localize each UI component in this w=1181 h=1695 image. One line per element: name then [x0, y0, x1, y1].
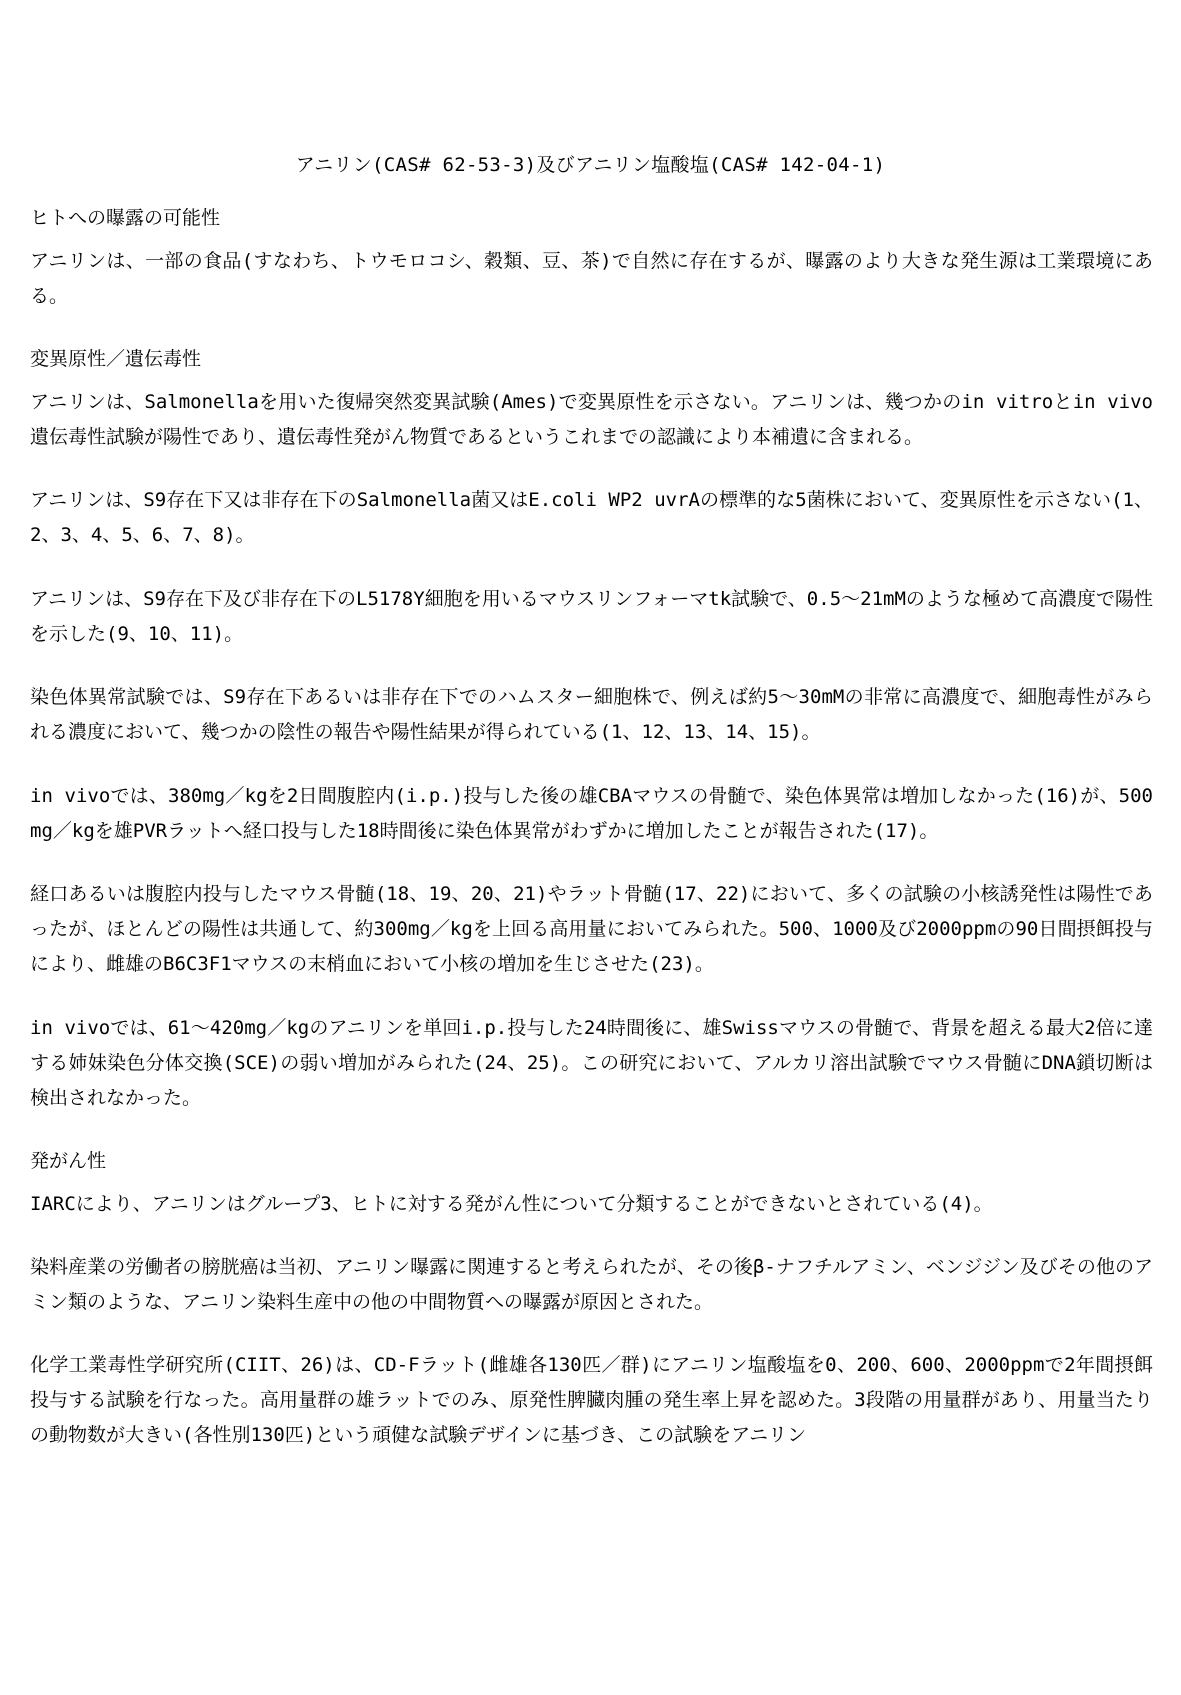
paragraph-exposure: アニリンは、一部の食品(すなわち、トウモロコシ、穀類、豆、茶)で自然に存在するが、曝露のより大きな発生源は工業環境にある。	[30, 250, 1153, 307]
section-heading-exposure: ヒトへの曝露の可能性	[30, 207, 221, 229]
paragraph-genotoxicity-7: in vivoでは、61～420mg／kgのアニリンを単回i.p.投与した24時間後に、雄Swissマウスの骨髄で、背景を超える最大2倍に達する姉妹染色分体交換(SCE)の弱い増加がみられた(24、25)。この研究において、アルカリ溶出試験でマウス骨髄にDNA鎖切断は検出されなかった。	[30, 1017, 1153, 1109]
paragraph-genotoxicity-3: アニリンは、S9存在下及び非存在下のL5178Y細胞を用いるマウスリンフォーマtk試験で、0.5～21mMのような極めて高濃度で陽性を示した(9、10、11)。	[30, 588, 1153, 645]
paragraph-genotoxicity-1: アニリンは、Salmonellaを用いた復帰突然変異試験(Ames)で変異原性を示さない。アニリンは、幾つかのin vitroとin vivo遺伝毒性試験が陽性であり、遺伝毒性発がん物質であるというこれまでの認識により本補遺に含まれる。	[30, 391, 1153, 448]
paragraph-carcinogenicity-3: 化学工業毒性学研究所(CIIT、26)は、CD-Fラット(雌雄各130匹／群)にアニリン塩酸塩を0、200、600、2000ppmで2年間摂餌投与する試験を行なった。高用量群の雄ラットでのみ、原発性脾臓肉腫の発生率上昇を認めた。3段階の用量群があり、用量当たりの動物数が大きい(各性別130匹)という頑健な試験デザインに基づき、この試験をアニリン	[30, 1354, 1153, 1446]
paragraph-carcinogenicity-2: 染料産業の労働者の膀胱癌は当初、アニリン曝露に関連すると考えられたが、その後β-ナフチルアミン、ベンジジン及びその他のアミン類のような、アニリン染料生産中の他の中間物質への曝露が原因とされた。	[30, 1256, 1153, 1313]
paragraph-carcinogenicity-1: IARCにより、アニリンはグループ3、ヒトに対する発がん性について分類することができないとされている(4)。	[30, 1193, 993, 1215]
section-heading-genotoxicity: 変異原性／遺伝毒性	[30, 348, 202, 370]
paragraph-genotoxicity-4: 染色体異常試験では、S9存在下あるいは非存在下でのハムスター細胞株で、例えば約5～30mMの非常に高濃度で、細胞毒性がみられる濃度において、幾つかの陰性の報告や陽性結果が得られている(1、12、13、14、15)。	[30, 686, 1153, 743]
section-heading-carcinogenicity: 発がん性	[30, 1150, 107, 1172]
paragraph-genotoxicity-6: 経口あるいは腹腔内投与したマウス骨髄(18、19、20、21)やラット骨髄(17、22)において、多くの試験の小核誘発性は陽性であったが、ほとんどの陽性は共通して、約300mg／kgを上回る高用量においてみられた。500、1000及び2000ppmの90日間摂餌投与により、雌雄のB6C3F1マウスの末梢血において小核の増加を生じさせた(23)。	[30, 883, 1153, 975]
document-title: アニリン(CAS# 62-53-3)及びアニリン塩酸塩(CAS# 142-04-1)	[295, 154, 886, 176]
paragraph-genotoxicity-2: アニリンは、S9存在下又は非存在下のSalmonella菌又はE.coli WP2 uvrAの標準的な5菌株において、変異原性を示さない(1、2、3、4、5、6、7、8)。	[30, 489, 1153, 546]
paragraph-genotoxicity-5: in vivoでは、380mg／kgを2日間腹腔内(i.p.)投与した後の雄CBAマウスの骨髄で、染色体異常は増加しなかった(16)が、500mg／kgを雄PVRラットへ経口投与した18時間後に染色体異常がわずかに増加したことが報告された(17)。	[30, 785, 1153, 842]
